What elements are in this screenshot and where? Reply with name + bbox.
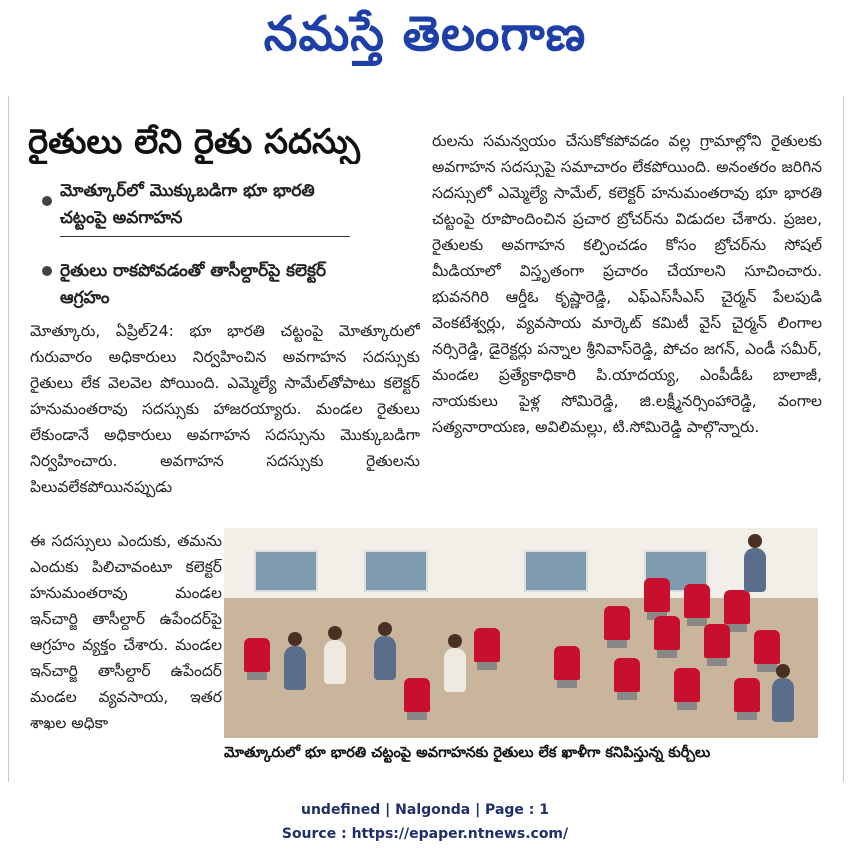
footer-source: Source : https://epaper.ntnews.com/ [281, 826, 569, 842]
chair [554, 646, 580, 680]
photo-window [364, 550, 428, 592]
person [772, 678, 794, 722]
person [284, 646, 306, 690]
masthead-title: నమస్తే తెలంగాణ [263, 6, 587, 62]
chair [474, 628, 500, 662]
chair [704, 624, 730, 658]
person-head [748, 534, 762, 548]
person [744, 548, 766, 592]
paragraph: మోత్కూరు, ఏప్రిల్24: భూ భారతి చట్టంపై మోత్కూరులో గురువారం అధికారులు నిర్వహించిన అవగాహన సదస్సుకు రైతులు లేక వెలవెల పోయింది. ఎమ్మెల్యే సామేల్‌తోపాటు కలెక్టర్ హనుమంతరావు సదస్సుకు హాజరయ్యారు. మండల రైతులు లేకుండానే అధికారులు అవగాహన సదస్సును మొక్కుబడిగా నిర్వహించారు. అవగాహన సదస్సుకు రైతులను పిలువలేకపోయినప్పుడు [30, 322, 420, 496]
chair [674, 668, 700, 702]
person-head [776, 664, 790, 678]
subheading-1: మోత్కూర్‌లో మొక్కుబడిగా భూ భారతి చట్టంపై అవగాహన [60, 178, 350, 237]
chair [734, 678, 760, 712]
article-body-left [30, 318, 420, 528]
page-footer [0, 798, 850, 846]
person-head [378, 622, 392, 636]
news-photo [224, 528, 818, 738]
bullet-icon [42, 196, 52, 206]
photo-window [254, 550, 318, 592]
bullet-icon [42, 266, 52, 276]
chair [654, 616, 680, 650]
chair [684, 584, 710, 618]
chair [244, 638, 270, 672]
person [374, 636, 396, 680]
masthead [0, 0, 850, 80]
photo-window [524, 550, 588, 592]
person-head [448, 634, 462, 648]
paragraph: రులను సమన్వయం చేసుకోకపోవడం వల్ల గ్రామాల్లోని రైతులకు అవగాహన సదస్సుపై సమాచారం లేకపోయింది. అనంతరం జరిగిన సదస్సులో ఎమ్మెల్యే సామేల్, కలెక్టర్ హనుమంతరావు భూ భారతి చట్టంపై రూపొందించిన ప్రచార బ్రోచర్‌ను విడుదల చేశారు. ప్రజల, రైతులకు అవగాహన కల్పించడం కోసం బ్రోచర్‌ను సోషల్ మీడియాలో విస్తృతంగా ప్రచారం చేయాలని సూచించారు. భువనగిరి ఆర్డీఓ కృష్ణారెడ్డి, ఎఫ్ఎస్‌సీఎస్ చైర్మన్ పేలపుడి వెంకటేశ్వర్లు, వ్యవసాయ మార్కెట్ కమిటీ వైస్ చైర్మన్ లింగాల నర్సిరెడ్డి, డైరెక్టర్లు పన్నాల శ్రీనివాస్‌రెడ్డి, పోచం జగన్, ఎండీ సమీర్, మండల ప్రత్యేకాధికారి పి.యాదయ్య, ఎంపీడీఓ బాలాజీ, నాయకులు పైళ్ల సోమిరెడ్డి, జి.లక్ష్మీనర్సింహారెడ్డి, వంగాల సత్యనారాయణ, అవిలిమల్లు, టి.సోమిరెడ్డి పాల్గొన్నారు. [432, 132, 822, 436]
subheading-2: రైతులు రాకపోవడంతో తాసీల్దార్‌పై కలెక్టర్ ఆగ్రహం [60, 261, 327, 308]
chair [614, 658, 640, 692]
person [324, 640, 346, 684]
chair [644, 578, 670, 612]
chair [604, 606, 630, 640]
chair [724, 590, 750, 624]
person-head [328, 626, 342, 640]
article-body-left-narrow [30, 528, 222, 768]
paragraph: ఈ సదస్సులు ఎందుకు, తమను ఎందుకు పిలిచావంటూ కలెక్టర్ హనుమంతరావు మండల ఇన్‌చార్జి తాసీల్దార్ ఉపేందర్‌పై ఆగ్రహం వ్యక్తం చేశారు. మండల ఇన్‌చార్జి తాసీల్దార్ ఉపేందర్ మండల వ్యవసాయ, ఇతర శాఖల అధికా [30, 532, 222, 732]
article-body-right [432, 128, 822, 518]
headline: రైతులు లేని రైతు సదస్సు [28, 122, 360, 162]
chair [754, 630, 780, 664]
chair [404, 678, 430, 712]
person-head [288, 632, 302, 646]
photo-caption: మోత్కూరులో భూ భారతి చట్టంపై అవగాహనకు రైతులు లేక ఖాళీగా కనిపిస్తున్న కుర్చీలు [224, 745, 711, 761]
footer-edition: undefined | Nalgonda | Page : 1 [300, 802, 549, 818]
person [444, 648, 466, 692]
